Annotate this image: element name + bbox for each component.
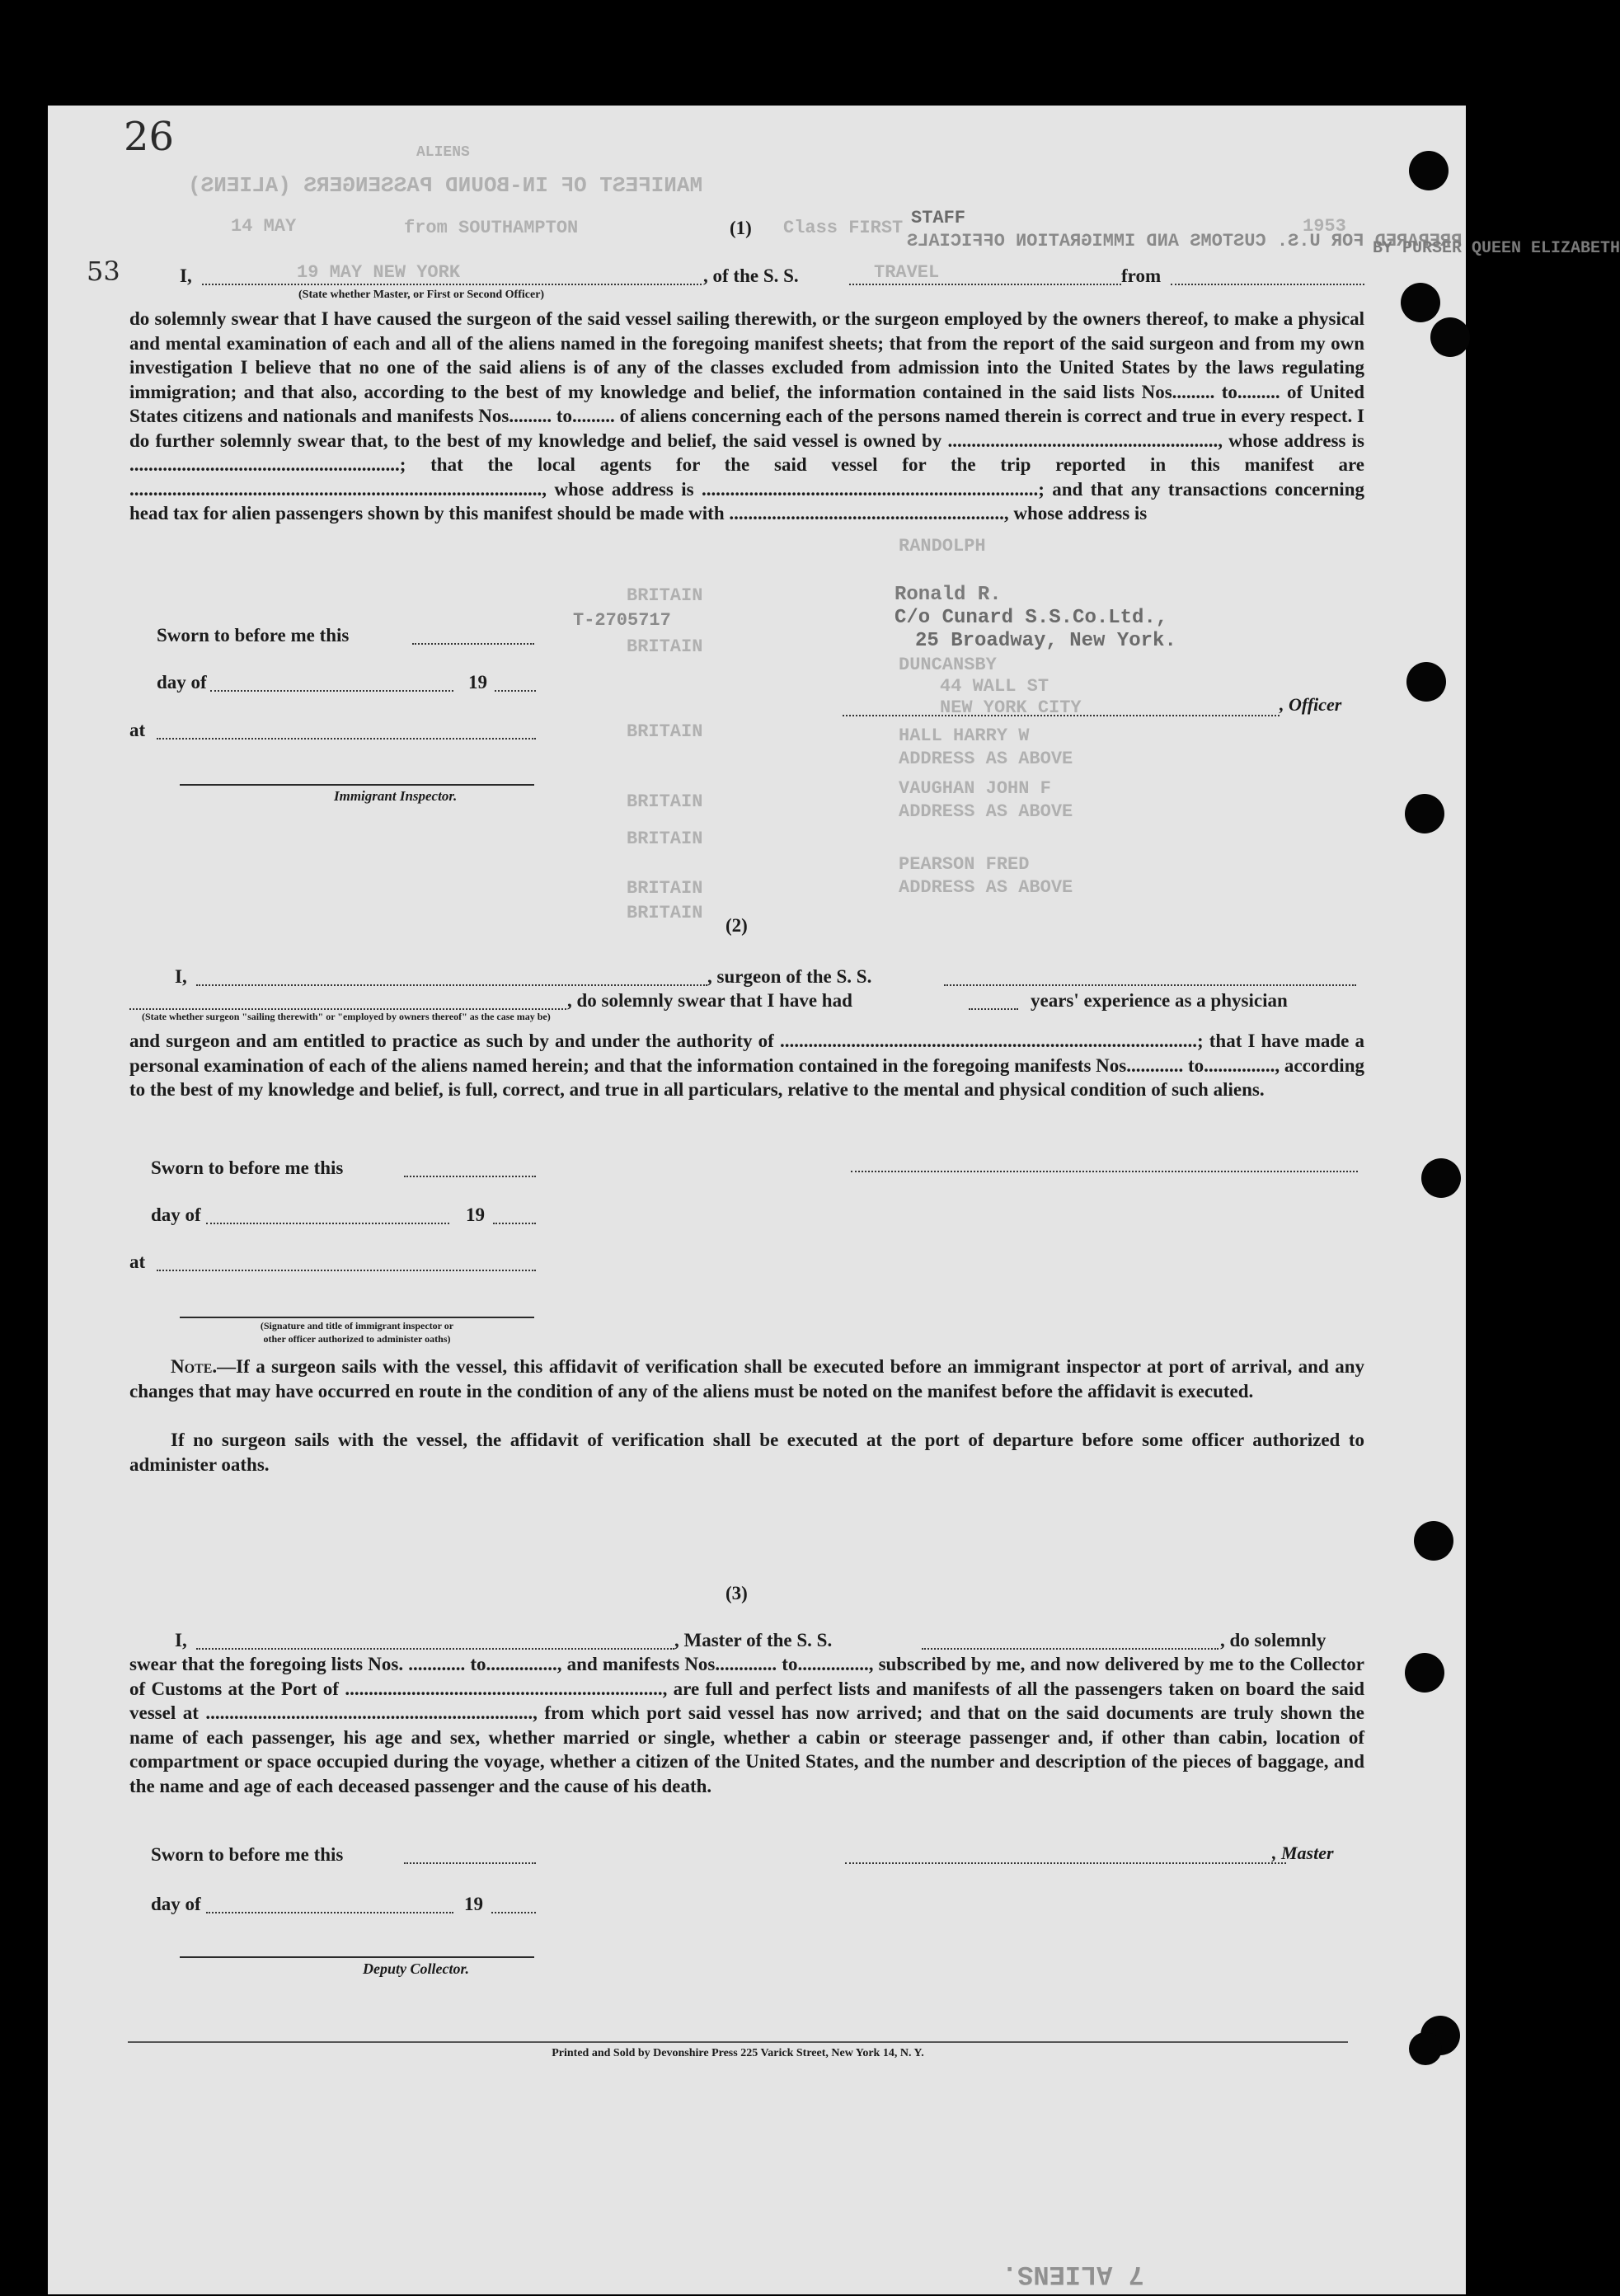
ghost-title-1: ALIENS [416, 144, 470, 161]
master-3-name-line [196, 1648, 674, 1650]
master-name-line [202, 284, 702, 285]
section-2-year-line [493, 1223, 536, 1224]
ghost-year: 1953 [1303, 216, 1346, 237]
section-2-years: years' experience as a physician [1031, 990, 1288, 1011]
section-1-at-line [157, 738, 536, 740]
punch-hole-4 [1406, 662, 1446, 702]
printer-imprint: Printed and Sold by Devonshire Press 225 Varick Street, New York 14, N. Y. [552, 2047, 924, 2059]
section-2-at: at [129, 1251, 146, 1272]
section-2-year: 19 [466, 1204, 485, 1225]
officer-label: , Officer [1280, 694, 1342, 715]
side-number: 53 [87, 256, 120, 287]
section-3-year-line [491, 1912, 536, 1913]
section-1-paragraph: do solemnly swear that I have caused the surgeon of the said vessel sailing therewith, or the surgeon employed by the owners thereof, to make a physical and mental examination of each and all of the aliens named in the foregoing manifest sheets; that from the report of the said surgeon and from my own investigation I believe that no one of the said aliens is of any of the classes excluded from admission into the United States by the laws regulating immigration; and that also, according to the best of my knowledge and belief, the information contained in the said lists Nos......... to......... of United States citizens and nationals and manifests Nos......... to......... of aliens concerning each of the persons named therein is correct and true in every respect. I do further solemnly swear that, to the best of my knowledge and belief, the said vessel is owned by ........................................................., whose address is .........................................................; that the local agents for the said vessel for the trip reported in this manifest are ......................................................................................., whose address is .......................................................................; and that any transactions concerning head tax for alien passengers shown by this manifest should be made with .........................................................., whose address is [129, 308, 1364, 524]
inspector-label: Immigrant Inspector. [334, 788, 458, 804]
section-1-sworn-line [412, 643, 534, 645]
section-3-i: I, [175, 1630, 187, 1650]
ghost-purser: BY PURSER QUEEN ELIZABETH [1373, 239, 1620, 258]
section-3-day-of: day of [151, 1894, 201, 1914]
section-1-number: (1) [730, 218, 752, 238]
note-text-1: —If a surgeon sails with the vessel, this affidavit of verification shall be executed before an immigrant inspector at port of arrival, and any changes that may have occurred en route in the condition of any of the aliens must be noted on the manifest before the affidavit is executed. [129, 1356, 1364, 1402]
ghost-list-1: BRITAIN [627, 585, 703, 606]
ghost-list-5: BRITAIN [627, 791, 703, 812]
ghost-list-4: BRITAIN [627, 721, 703, 742]
section-3-sworn-line [404, 1862, 536, 1864]
ghost-list-3: BRITAIN [627, 636, 703, 657]
section-1-year-line [495, 690, 536, 692]
ghost-stamp-2: C/o Cunard S.S.Co.Ltd., [895, 607, 1168, 629]
section-2-sig-caption-2: other officer authorized to administer oaths) [263, 1333, 451, 1345]
ghost-list-8: BRITAIN [627, 903, 703, 923]
section-2-day-line [206, 1223, 449, 1224]
deputy-signature-line [180, 1956, 534, 1958]
master-3-vessel-line [922, 1648, 1219, 1650]
ghost-list-7: BRITAIN [627, 878, 703, 899]
section-2-caption: (State whether surgeon "sailing therewith" or "employed by owners thereof" as the case may be) [142, 1011, 551, 1022]
ghost-staff: STAFF [911, 208, 966, 228]
surgeon-name-line [196, 984, 707, 986]
ghost-class: Class FIRST [783, 218, 904, 238]
ghost-list-6: BRITAIN [627, 829, 703, 849]
section-1-from: from [1121, 265, 1162, 286]
section-2-surgeon-signature-line [851, 1171, 1358, 1172]
ghost-addr-1: RANDOLPH [899, 536, 986, 556]
section-2-at-line [157, 1270, 536, 1271]
section-1-day-line [210, 690, 453, 692]
punch-hole-2 [1401, 283, 1440, 322]
section-3-number: (3) [725, 1583, 748, 1603]
note-paragraph-2 [129, 1428, 1364, 1477]
section-2-paragraph: and surgeon and am entitled to practice as such by and under the authority of ........................................................................................; that I have made a personal examination of each of the aliens named herein; and that the information contained in the foregoing manifests Nos............ to..............., according to the best of my knowledge and belief, is full, correct, and true in all particulars, relative to the mental and physical condition of such aliens. [129, 1031, 1364, 1100]
section-1-caption: (State whether Master, or First or Second Officer) [298, 289, 545, 301]
footer-rule [128, 2041, 1348, 2043]
section-3-day-line [206, 1912, 453, 1913]
ghost-from-port: from SOUTHAMPTON [404, 218, 579, 238]
ghost-aliens-count: 7 ALIENS. [1002, 2259, 1144, 2289]
section-3-do-solemnly: , do solemnly [1220, 1630, 1327, 1650]
section-2-number: (2) [725, 915, 748, 936]
section-3-sworn: Sworn to before me this [151, 1844, 344, 1865]
section-1-intro-i: I, [180, 265, 192, 286]
ghost-addr-4: NEW YORK CITY [940, 697, 1082, 718]
from-port-line [1171, 284, 1364, 285]
note-text-2: If no surgeon sails with the vessel, the affidavit of verification shall be executed at the port of departure before some officer authorized to administer oaths. [129, 1430, 1364, 1475]
ghost-addr-2: DUNCANSBY [899, 655, 997, 675]
ghost-addr-7: VAUGHAN JOHN F [899, 778, 1051, 799]
section-2-sworn-line [404, 1176, 536, 1177]
deputy-label: Deputy Collector. [363, 1960, 469, 1977]
section-2-sig-caption-1: (Signature and title of immigrant inspector or [260, 1320, 454, 1331]
ghost-addr-10: ADDRESS AS ABOVE [899, 877, 1073, 898]
section-2-sworn: Sworn to before me this [151, 1157, 344, 1178]
ghost-addr-8: ADDRESS AS ABOVE [899, 801, 1073, 822]
section-2-do-solemnly: , do solemnly swear that I have had [567, 990, 852, 1011]
ghost-prepared-by: PREPARED FOR U.S. CUSTOMS AND IMMIGRATION OFFICIALS [907, 231, 1463, 251]
ghost-addr-3: 44 WALL ST [940, 676, 1049, 697]
section-2-i: I, [175, 966, 187, 987]
inspector-signature-line [180, 784, 534, 786]
vessel-name-line [849, 284, 1121, 285]
ghost-stamp-1: Ronald R. [895, 584, 1002, 606]
section-1-sworn: Sworn to before me this [157, 625, 350, 646]
punch-hole-7 [1414, 1521, 1453, 1561]
sheet-number: 26 [124, 114, 175, 160]
years-line [969, 1008, 1018, 1010]
ghost-first-line: 19 MAY NEW YORK [297, 262, 461, 283]
surgeon-type-line [129, 1008, 566, 1010]
section-3-paragraph: swear that the foregoing lists Nos. ............ to..............., and manifests Nos............. to..............., subscribed by me, and now delivered by me to the Collector of Customs at the Port of ..................................................................., are full and perfect lists and manifests of all the passengers taken on board the said vessel at ....................................................................., from which port said vessel has now arrived; and that on the said documents are truly shown the name of each passenger, his age and sex, whether married or single, whether a cabin or steerage passenger and, if other than cabin, location of compartment or space occupied during the voyage, whether a citizen of the United States, and the number and description of the pieces of baggage, and the name and age of each deceased passenger and the cause of his death. [129, 1654, 1364, 1796]
officer-signature-line [843, 715, 1280, 716]
note-paragraph-1 [129, 1355, 1364, 1403]
punch-hole-6 [1421, 1158, 1461, 1198]
surgeon-vessel-line [944, 984, 1356, 986]
section-2-inspector-line [180, 1317, 534, 1318]
ghost-list-2: T-2705717 [573, 610, 671, 631]
punch-hole-10 [1409, 2032, 1442, 2065]
punch-hole-8 [1405, 1653, 1444, 1693]
punch-hole-3 [1430, 317, 1470, 357]
section-1-at: at [129, 720, 146, 740]
note-label: Note. [171, 1356, 218, 1377]
ghost-date: 14 MAY [231, 216, 297, 237]
ghost-addr-6: ADDRESS AS ABOVE [899, 749, 1073, 769]
section-2-day-of: day of [151, 1204, 201, 1225]
section-3-master-of: , Master of the S. S. [674, 1630, 833, 1650]
section-1-day-of: day of [157, 672, 207, 693]
section-1-year: 19 [468, 672, 487, 693]
section-2-surgeon-of: , surgeon of the S. S. [707, 966, 872, 987]
section-3-year: 19 [464, 1894, 483, 1914]
master-signature-line [845, 1862, 1286, 1864]
ghost-title-2: MANIFEST OF IN-BOUND PASSENGERS (ALIENS) [188, 173, 703, 198]
ghost-addr-9: PEARSON FRED [899, 854, 1030, 875]
punch-hole-5 [1405, 794, 1444, 833]
ghost-stamp-3: 25 Broadway, New York. [915, 630, 1176, 652]
section-1-of-ss: , of the S. S. [703, 265, 799, 286]
ghost-addr-5: HALL HARRY W [899, 725, 1030, 746]
ghost-vessel: TRAVEL [874, 262, 940, 283]
punch-hole-1 [1409, 151, 1449, 190]
master-label: , Master [1272, 1843, 1334, 1863]
